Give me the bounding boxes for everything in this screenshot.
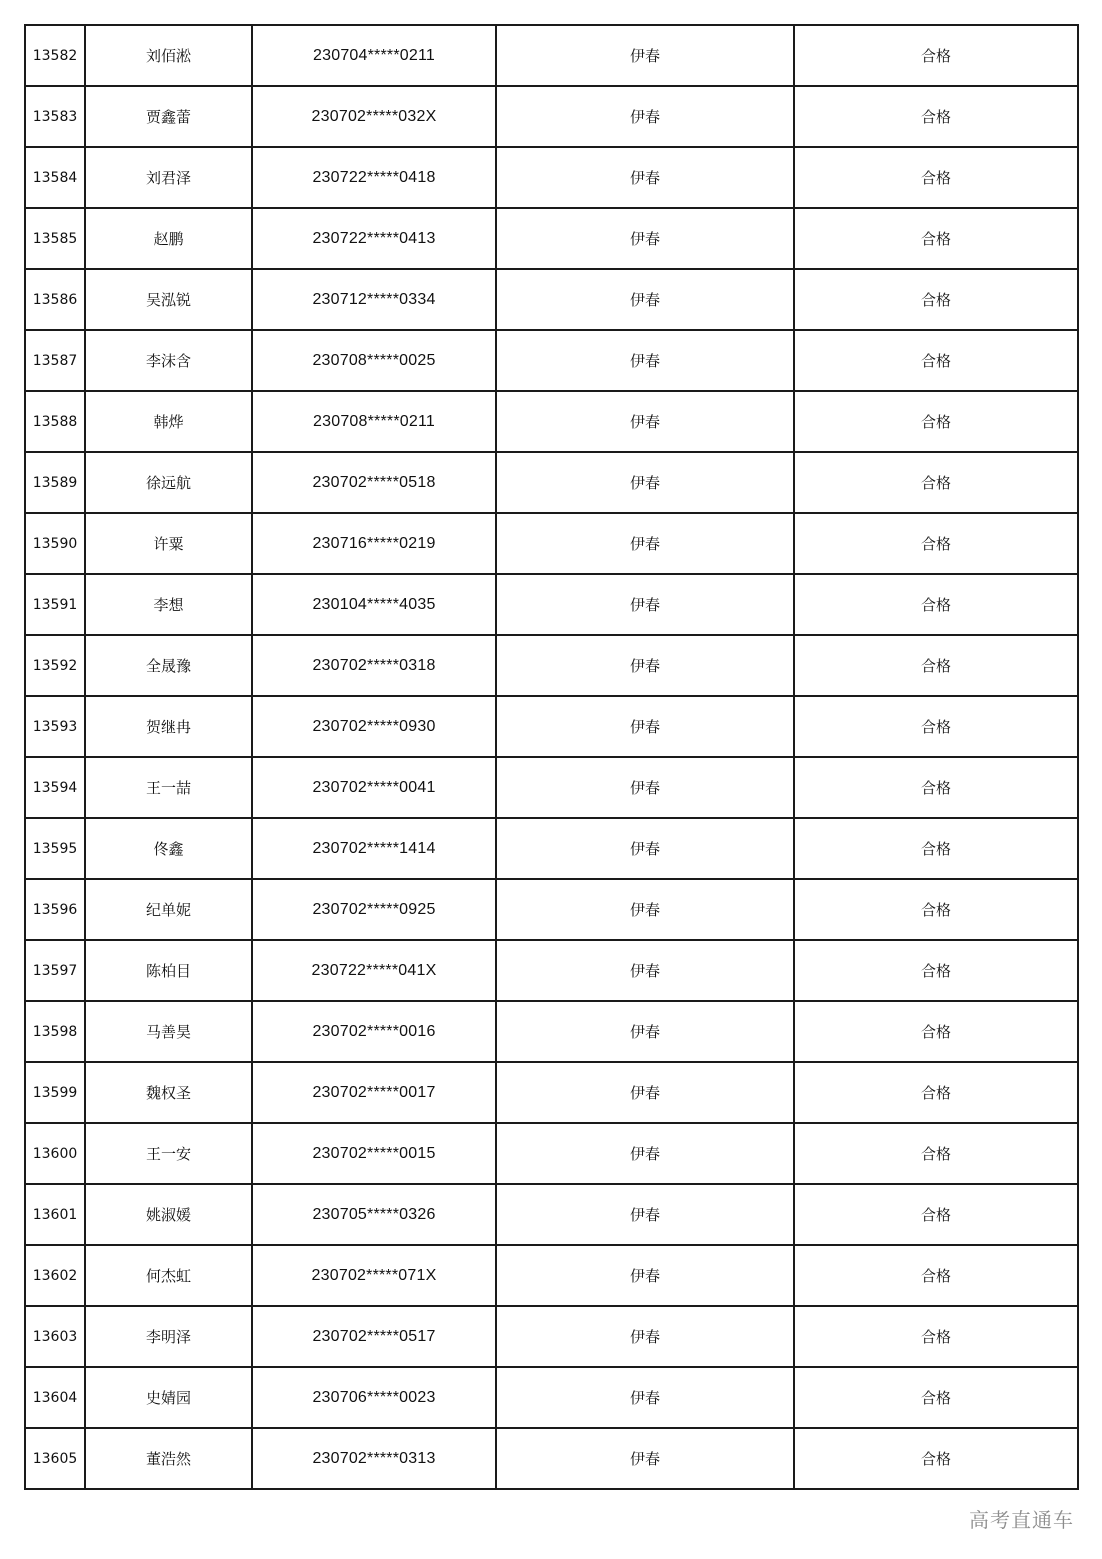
cell-result: 合格: [794, 1428, 1078, 1489]
cell-name: 董浩然: [85, 1428, 252, 1489]
results-table: [24, 24, 1079, 1490]
cell-number: 13603: [25, 1306, 85, 1367]
cell-id-number: 230716*****0219: [252, 513, 496, 574]
cell-city: 伊春: [496, 452, 794, 513]
cell-city: 伊春: [496, 1306, 794, 1367]
cell-city: 伊春: [496, 1367, 794, 1428]
cell-id-number: 230702*****0925: [252, 879, 496, 940]
cell-id-number: 230702*****0518: [252, 452, 496, 513]
cell-name: 韩烨: [85, 391, 252, 452]
table-row: [25, 1367, 1078, 1428]
cell-city: 伊春: [496, 696, 794, 757]
cell-name: 许粟: [85, 513, 252, 574]
cell-id-number: 230722*****0418: [252, 147, 496, 208]
cell-city: 伊春: [496, 818, 794, 879]
cell-result: 合格: [794, 818, 1078, 879]
cell-number: 13582: [25, 25, 85, 86]
cell-result: 合格: [794, 513, 1078, 574]
table-row: [25, 879, 1078, 940]
cell-name: 刘佰淞: [85, 25, 252, 86]
cell-number: 13600: [25, 1123, 85, 1184]
cell-result: 合格: [794, 452, 1078, 513]
cell-city: 伊春: [496, 208, 794, 269]
cell-id-number: 230702*****0041: [252, 757, 496, 818]
cell-number: 13589: [25, 452, 85, 513]
cell-result: 合格: [794, 208, 1078, 269]
cell-number: 13591: [25, 574, 85, 635]
table-row: [25, 1001, 1078, 1062]
table-row: [25, 330, 1078, 391]
cell-number: 13598: [25, 1001, 85, 1062]
cell-name: 李想: [85, 574, 252, 635]
cell-name: 贾鑫蕾: [85, 86, 252, 147]
cell-result: 合格: [794, 1123, 1078, 1184]
cell-id-number: 230712*****0334: [252, 269, 496, 330]
cell-id-number: 230702*****0017: [252, 1062, 496, 1123]
cell-id-number: 230702*****0313: [252, 1428, 496, 1489]
cell-result: 合格: [794, 1001, 1078, 1062]
cell-name: 佟鑫: [85, 818, 252, 879]
cell-name: 赵鹏: [85, 208, 252, 269]
cell-number: 13595: [25, 818, 85, 879]
cell-result: 合格: [794, 940, 1078, 1001]
table-row: [25, 635, 1078, 696]
table-row: [25, 391, 1078, 452]
cell-city: 伊春: [496, 330, 794, 391]
table-row: [25, 513, 1078, 574]
cell-number: 13594: [25, 757, 85, 818]
cell-result: 合格: [794, 1062, 1078, 1123]
cell-number: 13602: [25, 1245, 85, 1306]
table-body: [25, 25, 1078, 1489]
table-row: [25, 86, 1078, 147]
cell-name: 马善昊: [85, 1001, 252, 1062]
cell-city: 伊春: [496, 269, 794, 330]
cell-name: 魏权圣: [85, 1062, 252, 1123]
table-row: [25, 208, 1078, 269]
cell-name: 吴泓锐: [85, 269, 252, 330]
cell-result: 合格: [794, 879, 1078, 940]
cell-result: 合格: [794, 574, 1078, 635]
cell-result: 合格: [794, 1184, 1078, 1245]
cell-number: 13584: [25, 147, 85, 208]
cell-result: 合格: [794, 391, 1078, 452]
cell-id-number: 230704*****0211: [252, 25, 496, 86]
cell-city: 伊春: [496, 391, 794, 452]
cell-number: 13596: [25, 879, 85, 940]
table-row: [25, 1306, 1078, 1367]
table-row: [25, 1245, 1078, 1306]
cell-number: 13599: [25, 1062, 85, 1123]
watermark: 高考直通车: [969, 1508, 1074, 1532]
cell-number: 13597: [25, 940, 85, 1001]
cell-city: 伊春: [496, 25, 794, 86]
cell-name: 全晟豫: [85, 635, 252, 696]
table-row: [25, 25, 1078, 86]
cell-number: 13583: [25, 86, 85, 147]
cell-id-number: 230702*****071X: [252, 1245, 496, 1306]
cell-result: 合格: [794, 1245, 1078, 1306]
table-row: [25, 696, 1078, 757]
cell-name: 纪单妮: [85, 879, 252, 940]
cell-city: 伊春: [496, 879, 794, 940]
cell-id-number: 230708*****0211: [252, 391, 496, 452]
cell-result: 合格: [794, 147, 1078, 208]
cell-city: 伊春: [496, 513, 794, 574]
cell-number: 13605: [25, 1428, 85, 1489]
cell-id-number: 230702*****0015: [252, 1123, 496, 1184]
cell-id-number: 230706*****0023: [252, 1367, 496, 1428]
cell-city: 伊春: [496, 757, 794, 818]
cell-result: 合格: [794, 86, 1078, 147]
table-row: [25, 269, 1078, 330]
cell-name: 李明泽: [85, 1306, 252, 1367]
cell-result: 合格: [794, 1306, 1078, 1367]
cell-number: 13587: [25, 330, 85, 391]
table-row: [25, 1428, 1078, 1489]
cell-city: 伊春: [496, 635, 794, 696]
cell-city: 伊春: [496, 147, 794, 208]
table-row: [25, 940, 1078, 1001]
cell-result: 合格: [794, 330, 1078, 391]
cell-number: 13585: [25, 208, 85, 269]
cell-name: 徐远航: [85, 452, 252, 513]
cell-number: 13593: [25, 696, 85, 757]
table-row: [25, 574, 1078, 635]
cell-id-number: 230722*****041X: [252, 940, 496, 1001]
cell-name: 何杰虹: [85, 1245, 252, 1306]
cell-number: 13601: [25, 1184, 85, 1245]
cell-id-number: 230705*****0326: [252, 1184, 496, 1245]
cell-name: 王一安: [85, 1123, 252, 1184]
table-row: [25, 147, 1078, 208]
cell-id-number: 230702*****0517: [252, 1306, 496, 1367]
cell-name: 陈柏目: [85, 940, 252, 1001]
cell-id-number: 230708*****0025: [252, 330, 496, 391]
cell-city: 伊春: [496, 86, 794, 147]
cell-city: 伊春: [496, 1062, 794, 1123]
cell-id-number: 230702*****0016: [252, 1001, 496, 1062]
cell-result: 合格: [794, 1367, 1078, 1428]
table-row: [25, 1184, 1078, 1245]
cell-city: 伊春: [496, 1123, 794, 1184]
cell-name: 贺继冉: [85, 696, 252, 757]
table-row: [25, 452, 1078, 513]
cell-id-number: 230702*****0930: [252, 696, 496, 757]
cell-id-number: 230702*****0318: [252, 635, 496, 696]
cell-id-number: 230702*****1414: [252, 818, 496, 879]
cell-number: 13592: [25, 635, 85, 696]
cell-name: 史婧园: [85, 1367, 252, 1428]
cell-result: 合格: [794, 635, 1078, 696]
cell-id-number: 230702*****032X: [252, 86, 496, 147]
cell-city: 伊春: [496, 1245, 794, 1306]
cell-number: 13586: [25, 269, 85, 330]
cell-city: 伊春: [496, 574, 794, 635]
cell-city: 伊春: [496, 1428, 794, 1489]
cell-number: 13588: [25, 391, 85, 452]
cell-result: 合格: [794, 269, 1078, 330]
cell-result: 合格: [794, 696, 1078, 757]
cell-city: 伊春: [496, 940, 794, 1001]
cell-id-number: 230104*****4035: [252, 574, 496, 635]
cell-id-number: 230722*****0413: [252, 208, 496, 269]
cell-city: 伊春: [496, 1184, 794, 1245]
cell-number: 13590: [25, 513, 85, 574]
table-row: [25, 1062, 1078, 1123]
table-row: [25, 757, 1078, 818]
cell-result: 合格: [794, 757, 1078, 818]
cell-name: 姚淑媛: [85, 1184, 252, 1245]
cell-name: 王一喆: [85, 757, 252, 818]
cell-name: 李沫含: [85, 330, 252, 391]
cell-result: 合格: [794, 25, 1078, 86]
cell-city: 伊春: [496, 1001, 794, 1062]
table-row: [25, 1123, 1078, 1184]
table-row: [25, 818, 1078, 879]
cell-name: 刘君泽: [85, 147, 252, 208]
cell-number: 13604: [25, 1367, 85, 1428]
